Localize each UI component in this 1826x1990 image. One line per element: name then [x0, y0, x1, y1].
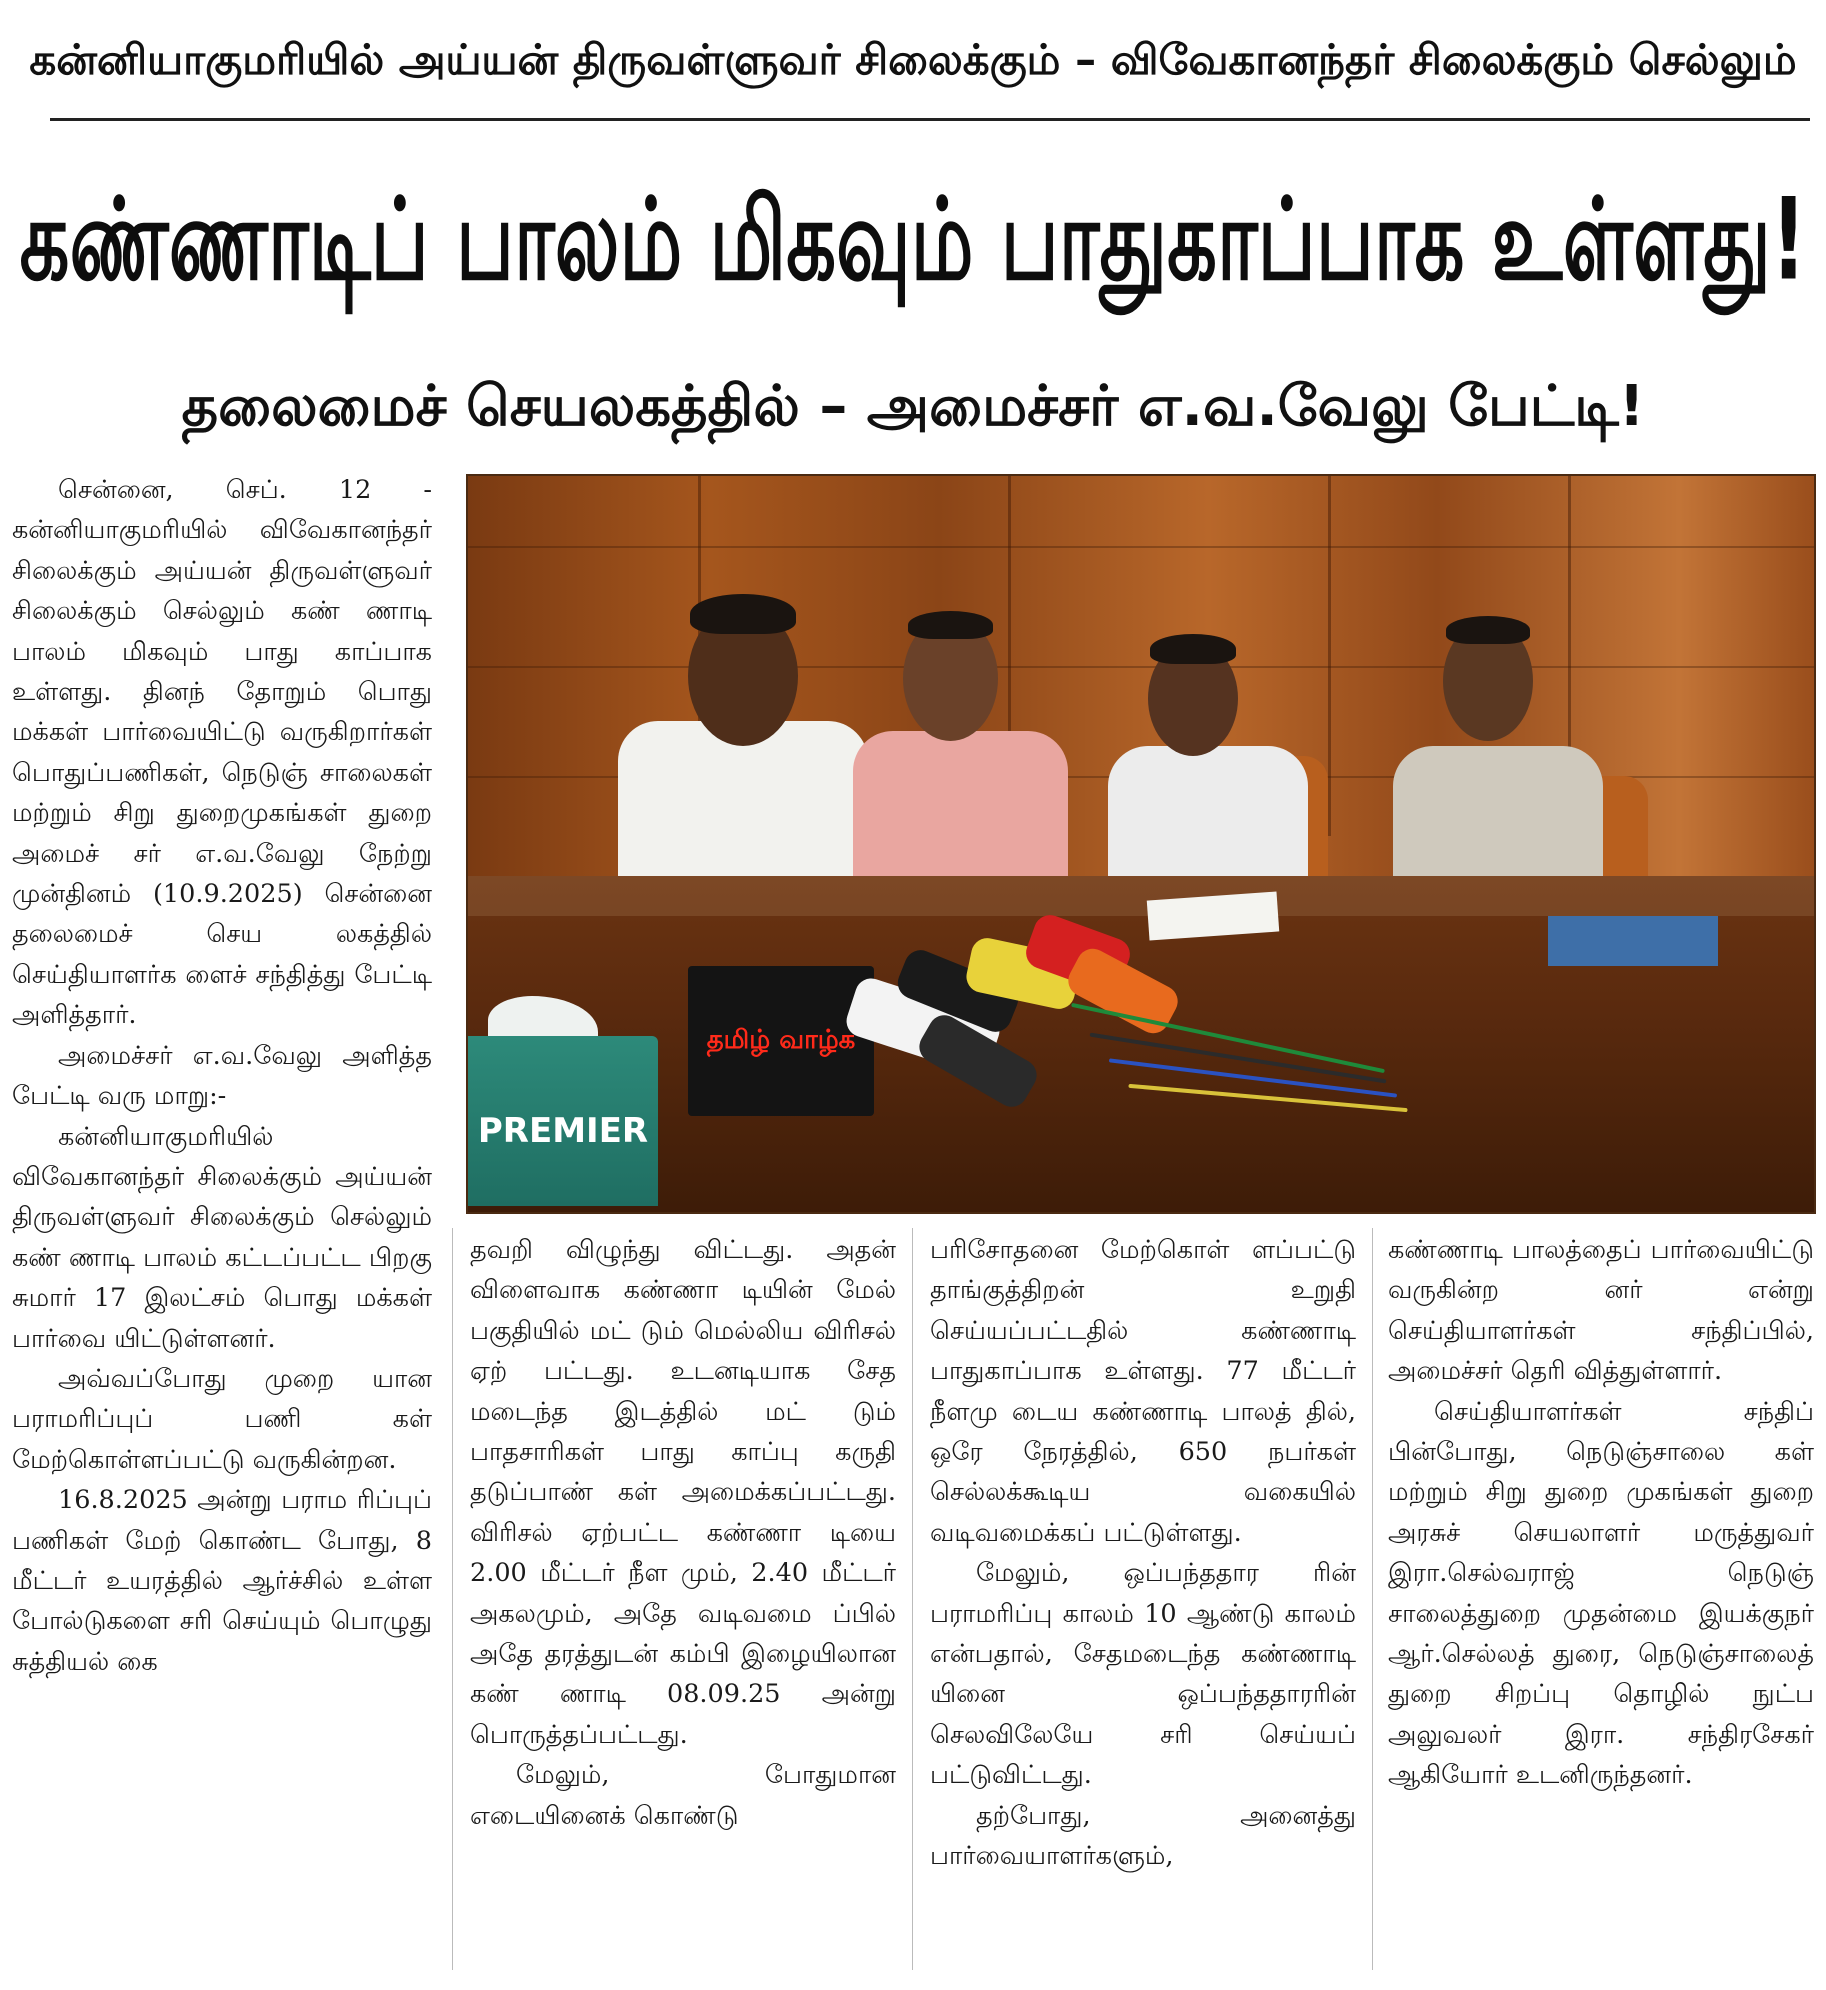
article-column-1 — [12, 470, 432, 1970]
column-divider — [912, 1228, 913, 1970]
tissue-brand-label: PREMIER — [477, 1111, 649, 1151]
article-column-3 — [930, 1230, 1356, 1970]
press-meet-photo — [466, 474, 1816, 1214]
article-column-4 — [1388, 1230, 1814, 1970]
paragraph: பரிசோதனை மேற்கொள் ளப்பட்டு தாங்குத்திறன் உறுதி செய்யப்பட்டதில் கண்ணாடி பாதுகாப்பாக உள்ளது. 77 மீட்டர் நீளமு டைய கண்ணாடி பாலத் தில், ஒரே நேரத்தில், 650 நபர்கள் செல்லக்கூடிய வகையில் வடிவமைக்கப் பட்டுள்ளது. — [930, 1235, 1356, 1548]
paragraph: மேலும், போதுமான எடையினைக் கொண்டு — [470, 1760, 896, 1831]
paragraph: அவ்வப்போது முறை யான பராமரிப்புப் பணி கள் மேற்கொள்ளப்பட்டு வருகின்றன. — [12, 1363, 432, 1475]
paragraph: தவறி விழுந்து விட்டது. அதன் விளைவாக கண்ணா டியின் மேல் பகுதியில் மட் டும் மெல்லிய விரிசல் ஏற் பட்டது. உடனடியாக சேத மடைந்த இடத்தில் மட் டும் பாதசாரிகள் பாது காப்பு கருதி தடுப்பாண் கள் அமைக்கப்பட்டது. விரிசல் ஏற்பட்ட கண்ணா டியை 2.00 மீட்டர் நீள மும், 2.40 மீட்டர் அகலமும், அதே வடிவமை ப்பில் அதே தரத்துடன் கம்பி இழையிலான கண் ணாடி 08.09.25 அன்று பொருத்தப்பட்டது. — [470, 1235, 896, 1750]
paragraph: செய்தியாளர்கள் சந்திப் பின்போது, நெடுஞ்சாலை கள் மற்றும் சிறு துறை முகங்கள் துறை அரசுச் செயலாளர் மருத்துவர் இரா.செல்வராஜ் நெடுஞ் சாலைத்துறை முதன்மை இயக்குநர் ஆர்.செல்லத் துரை, நெடுஞ்சாலைத் துறை சிறப்பு தொழில் நுட்ப அலுவலர் இரா. சந்திரசேகர் ஆகியோர் உடனிருந்தனர். — [1388, 1396, 1814, 1791]
main-headline: கண்ணாடிப் பாலம் மிகவும் பாதுகாப்பாக உள்ளது! — [19, 175, 1807, 306]
desk-nameplate: தமிழ் வாழ்க — [688, 966, 874, 1116]
paragraph: தற்போது, அனைத்து பார்வையாளர்களும், — [930, 1800, 1356, 1872]
paragraph: கன்னியாகுமரியில் விவேகானந்தர் சிலைக்கும் அய்யன் திருவள்ளுவர் சிலைக்கும் செல்லும் கண் ணாடி பாலம் கட்டப்பட்ட பிறகு சுமார் 17 இலட்சம் பொது மக்கள் பார்வை யிட்டுள்ளனர். — [12, 1121, 432, 1354]
column-divider — [452, 1228, 453, 1970]
kicker-headline: கன்னியாகுமரியில் அய்யன் திருவள்ளுவர் சிலைக்கும் – விவேகானந்தர் சிலைக்கும் செல்லும் — [29, 34, 1797, 84]
paragraph: கண்ணாடி பாலத்தைப் பார்வையிட்டு வருகின்ற னர் என்று செய்தியாளர்கள் சந்திப்பில், அமைச்சர் தெரி வித்துள்ளார். — [1388, 1235, 1814, 1387]
sub-headline: தலைமைச் செயலகத்தில் – அமைச்சர் எ.வ.வேலு பேட்டி! — [181, 374, 1645, 439]
paragraph: 16.8.2025 அன்று பராம ரிப்புப் பணிகள் மேற் கொண்ட போது, 8 மீட்டர் உயரத்தில் ஆர்ச்சில் உள்ள போல்டுகளை சரி செய்யும் பொழுது சுத்தியல் கை — [12, 1485, 432, 1677]
article-column-2 — [470, 1230, 896, 1970]
column-divider — [1372, 1228, 1373, 1970]
paragraph: மேலும், ஒப்பந்ததார ரின் பராமரிப்பு காலம் 10 ஆண்டு காலம் என்பதால், சேதமடைந்த கண்ணாடி யினை ஒப்பந்ததாரரின் செலவிலேயே சரி செய்யப் பட்டுவிட்டது. — [930, 1558, 1356, 1791]
paragraph: அமைச்சர் எ.வ.வேலு அளித்த பேட்டி வரு மாறு:- — [12, 1040, 432, 1112]
paragraph: சென்னை, செப். 12 - கன்னியாகுமரியில் விவேகானந்தர் சிலைக்கும் அய்யன் திருவள்ளுவர் சிலைக்கும் செல்லும் கண் ணாடி பாலம் மிகவும் பாது காப்பாக உள்ளது. தினந் தோறும் பொது மக்கள் பார்வையிட்டு வருகிறார்கள் பொதுப்பணிகள், நெடுஞ் சாலைகள் மற்றும் சிறு துறைமுகங்கள் துறை அமைச் சர் எ.வ.வேலு நேற்று முன்தினம் (10.9.2025) சென்னை தலைமைச் செய லகத்தில் செய்தியாளர்க ளைச் சந்தித்து பேட்டி அளித்தார். — [12, 475, 432, 1031]
